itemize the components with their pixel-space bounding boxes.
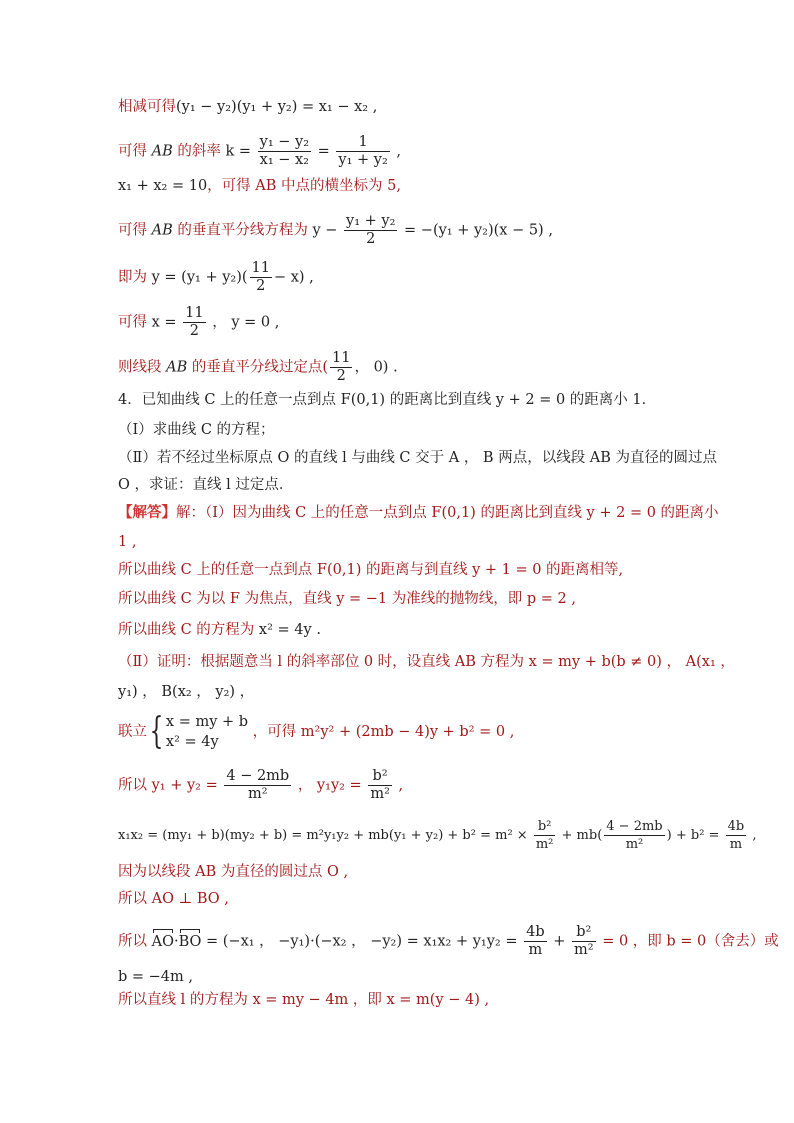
text: 则线段	[118, 359, 162, 376]
answer-line-13: b = −4m ,	[118, 969, 193, 985]
text: 所以	[118, 933, 147, 950]
equation: y −	[312, 222, 338, 239]
answer-line-4	[118, 620, 321, 640]
fraction: $\frac{\text{y₁ − y₂}}{\text{x₁ − x₂}}$	[259, 134, 310, 168]
equation: − x) ,	[273, 269, 314, 286]
text: = 0 ，即 b = 0（舍去）或	[602, 933, 779, 950]
answer-line-3: 所以曲线 C 为以 F 为焦点，直线 y = −1 为准线的抛物线，即 p = 2 ,	[118, 591, 576, 607]
text: ，可得 m²y² + (2mb − 4)y + b² = 0 ,	[252, 724, 515, 740]
segment-ab: AB	[151, 143, 173, 160]
question-4-part-1: （Ⅰ）求曲线 C 的方程；	[118, 422, 275, 438]
dot: ·	[173, 933, 179, 950]
text: 的斜率	[177, 143, 221, 160]
fraction: $\frac{\text{y₁ + y₂}}{2}$	[346, 213, 396, 247]
answer-line-6: y₁) ， B(x₂ ， y₂) ，	[118, 684, 255, 700]
equation: x² = 4y	[258, 622, 312, 638]
equation: x =	[151, 314, 177, 331]
text: 的垂直平分线过定点(	[191, 359, 329, 376]
equation: + mb(	[561, 828, 603, 843]
punct: ,	[752, 828, 757, 843]
answer-line-7	[118, 712, 514, 752]
fraction: $\frac{4b}{m}$	[727, 819, 745, 852]
text: 可得	[118, 143, 147, 160]
vector-ao: AO	[151, 933, 174, 950]
system-of-equations: x = my + b x² = 4y	[165, 714, 249, 750]
plus: +	[553, 933, 566, 950]
fraction: $\frac{11}{2}$	[332, 350, 351, 384]
answer-line-2: 所以曲线 C 上的任意一点到点 F(0,1) 的距离与到直线 y + 1 = 0 的距离相等,	[118, 562, 624, 578]
text: 所以曲线 C 的方程为	[118, 622, 255, 638]
text: 所以 y₁ + y₂ =	[118, 777, 218, 794]
line-subtract	[118, 97, 377, 117]
punct: .	[316, 622, 321, 638]
fraction: $\frac{11}{2}$	[185, 305, 204, 339]
answer-line-5: （Ⅱ）证明：根据题意当 l 的斜率部位 0 时，设直线 AB 方程为 x = my + b(b ≠ 0) ， A(x₁ ，	[118, 654, 735, 670]
text: 相减可得	[118, 99, 176, 115]
fraction: $\frac{\text{b²}}{\text{m²}}$	[370, 768, 390, 802]
text: 即为	[118, 269, 147, 286]
fraction: $\frac{\text{b²}}{\text{m²}}$	[535, 819, 554, 852]
text: 可得	[118, 314, 147, 331]
line-solve	[118, 305, 279, 340]
answer-line-1	[118, 503, 719, 523]
line-simplified	[118, 260, 314, 295]
answer-line-10: 因为以线段 AB 为直径的圆过点 O ,	[118, 864, 349, 880]
answer-line-12	[118, 924, 779, 959]
question-4-part-2: （Ⅱ）若不经过坐标原点 O 的直线 l 与曲线 C 交于 A ， B 两点，以线段 AB 为直径的圆过点	[118, 450, 718, 466]
text: ，可得 AB 中点的横坐标为 5,	[207, 178, 401, 194]
equation: =	[317, 143, 330, 160]
fraction: $\frac{1}{\text{y₁ + y₂}}$	[338, 134, 388, 168]
answer-line-8	[118, 768, 403, 803]
brace-icon: {	[149, 711, 164, 752]
fraction: $\frac{4 - 2mb}{\text{m²}}$	[606, 819, 663, 852]
answer-line-14: 所以直线 l 的方程为 x = my − 4m ，即 x = m(y − 4) ,	[118, 992, 490, 1008]
vector-bo: BO	[178, 933, 202, 950]
text: 解：（Ⅰ）因为曲线 C 上的任意一点到点 F(0,1) 的距离比到直线 y + 2 = 0 的距离小	[176, 505, 719, 521]
answer-line-1b: 1 ,	[118, 534, 137, 550]
equation: = (−x₁ ， −y₁)·(−x₂ ， −y₂) = x₁x₂ + y₁y₂ =	[206, 933, 518, 950]
fraction: $\frac{\text{b²}}{\text{m²}}$	[574, 924, 594, 958]
question-4-part-2-cont: O ，求证：直线 l 过定点．	[118, 477, 294, 493]
equation: ， 0) .	[354, 359, 398, 376]
line-fixed-point	[118, 350, 398, 385]
text: 联立	[118, 724, 147, 740]
equation: = −(y₁ + y₂)(x − 5) ,	[404, 222, 553, 239]
line-slope	[118, 134, 401, 169]
question-4: 4．已知曲线 C 上的任意一点到点 F(0,1) 的距离比到直线 y + 2 = 0 的距离小 1．	[118, 392, 657, 408]
equation: (y₁ − y₂)(y₁ + y₂) = x₁ − x₂ ,	[176, 99, 378, 115]
fraction: $\frac{11}{2}$	[251, 260, 270, 294]
equation: x₁ + x₂ = 10	[118, 178, 208, 194]
line-sum	[118, 176, 401, 196]
text: 的垂直平分线方程为	[177, 222, 308, 239]
equation: ， y = 0 ,	[212, 314, 280, 331]
answer-line-11: 所以 AO ⊥ BO ,	[118, 891, 229, 907]
answer-line-9	[118, 818, 756, 853]
equation: y = (y₁ + y₂)(	[151, 269, 248, 286]
answer-tag: 【解答】	[118, 504, 176, 521]
text: 可得	[118, 222, 147, 239]
segment-ab: AB	[166, 359, 188, 376]
fraction: $\frac{4 - 2mb}{\text{m²}}$	[226, 768, 290, 802]
punct: ,	[398, 777, 404, 794]
fraction: $\frac{4b}{m}$	[526, 924, 545, 958]
line-bisector	[118, 213, 553, 248]
punct: ,	[396, 143, 401, 160]
segment-ab: AB	[151, 222, 173, 239]
equation: x₁x₂ = (my₁ + b)(my₂ + b) = m²y₁y₂ + mb(y₁ + y₂) + b² = m² ×	[118, 828, 528, 843]
text: ， y₁y₂ =	[297, 777, 362, 794]
equation: ) + b² =	[666, 828, 720, 843]
equation: k =	[225, 143, 252, 160]
